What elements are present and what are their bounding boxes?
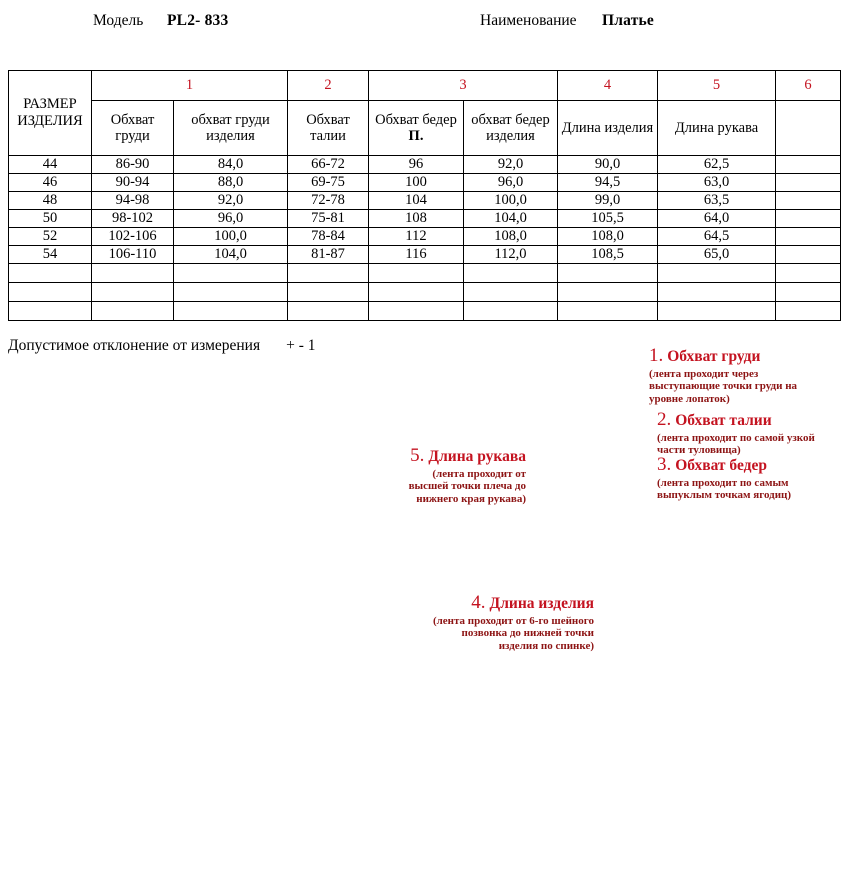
annotation-description: (лента проходит через выступающие точки груди на уровне лопаток)	[649, 368, 798, 405]
size-column-header: РАЗМЕР ИЗДЕЛИЯ	[9, 71, 92, 156]
cell-size: 46	[9, 174, 92, 192]
cell-chest: 90-94	[92, 174, 174, 192]
table-group-header-row	[9, 71, 841, 101]
annotation-title: Обхват груди	[667, 348, 761, 365]
group-number-2: 2	[288, 71, 369, 101]
cell-empty	[776, 174, 841, 192]
group-number-1: 1	[92, 71, 288, 101]
cell-hips-item: 96,0	[464, 174, 558, 192]
cell-size: 50	[9, 210, 92, 228]
annotation-description: (лента проходит по самой узкой части туловища)	[657, 432, 815, 457]
cell-length: 99,0	[558, 192, 658, 210]
cell-empty	[92, 283, 174, 302]
cell-waist: 69-75	[288, 174, 369, 192]
table-empty-row	[9, 264, 841, 283]
cell-empty	[288, 264, 369, 283]
cell-chest: 86-90	[92, 156, 174, 174]
table-empty-row	[9, 283, 841, 302]
cell-empty	[9, 302, 92, 321]
cell-empty	[776, 210, 841, 228]
cell-hips: 116	[369, 246, 464, 264]
annotation-length	[422, 593, 594, 652]
cell-empty	[776, 264, 841, 283]
group-number-5: 5	[658, 71, 776, 101]
cell-empty	[174, 283, 288, 302]
cell-empty	[288, 302, 369, 321]
cell-empty	[288, 283, 369, 302]
column-header-hips-item: обхват бедер изделия	[464, 101, 558, 156]
column-header-hips	[369, 101, 464, 156]
annotation-sleeve	[394, 446, 526, 505]
cell-sleeve: 63,5	[658, 192, 776, 210]
item-name-value	[602, 12, 654, 30]
cell-waist: 75-81	[288, 210, 369, 228]
cell-empty	[658, 283, 776, 302]
cell-waist: 72-78	[288, 192, 369, 210]
cell-hips: 96	[369, 156, 464, 174]
annotation-description: (лента проходит по самым выпуклым точкам ягодиц)	[657, 477, 792, 502]
column-header-waist: Обхват талии	[288, 101, 369, 156]
cell-empty	[9, 264, 92, 283]
cell-hips-item: 108,0	[464, 228, 558, 246]
annotation-hips-heading	[657, 455, 845, 474]
cell-sleeve: 64,0	[658, 210, 776, 228]
annotation-description: (лента проходит от высшей точки плеча до нижнего края рукава)	[408, 468, 526, 505]
cell-chest: 98-102	[92, 210, 174, 228]
column-header-length: Длина изделия	[558, 101, 658, 156]
cell-empty	[776, 156, 841, 174]
cell-empty	[464, 264, 558, 283]
cell-empty	[776, 192, 841, 210]
cell-empty	[174, 264, 288, 283]
table-row-size-44	[9, 156, 841, 174]
size-table	[8, 70, 841, 321]
cell-waist: 81-87	[288, 246, 369, 264]
column-header-empty	[776, 101, 841, 156]
table-row-size-54	[9, 246, 841, 264]
cell-length: 108,5	[558, 246, 658, 264]
cell-chest-item: 84,0	[174, 156, 288, 174]
item-name-label	[480, 12, 577, 30]
cell-hips: 112	[369, 228, 464, 246]
cell-length: 105,5	[558, 210, 658, 228]
cell-empty	[369, 283, 464, 302]
cell-empty	[92, 264, 174, 283]
table-row-size-50	[9, 210, 841, 228]
cell-empty	[9, 283, 92, 302]
column-header-chest: Обхват груди	[92, 101, 174, 156]
group-number-3: 3	[369, 71, 558, 101]
cell-empty	[174, 302, 288, 321]
cell-chest-item: 88,0	[174, 174, 288, 192]
cell-sleeve: 64,5	[658, 228, 776, 246]
cell-chest: 102-106	[92, 228, 174, 246]
cell-empty	[464, 283, 558, 302]
annotation-sleeve-heading	[394, 446, 526, 465]
cell-empty	[369, 264, 464, 283]
cell-waist: 66-72	[288, 156, 369, 174]
column-header-hips-text: Обхват бедер	[375, 111, 457, 128]
annotation-title: Обхват бедер	[675, 457, 767, 474]
cell-chest: 106-110	[92, 246, 174, 264]
cell-size: 52	[9, 228, 92, 246]
cell-size: 44	[9, 156, 92, 174]
model-label-text: Модель	[93, 12, 144, 29]
cell-empty	[558, 283, 658, 302]
cell-empty	[776, 228, 841, 246]
cell-length: 90,0	[558, 156, 658, 174]
cell-length: 108,0	[558, 228, 658, 246]
callout-lines	[395, 315, 409, 338]
cell-size: 48	[9, 192, 92, 210]
cell-chest-item: 104,0	[174, 246, 288, 264]
cell-chest-item: 96,0	[174, 210, 288, 228]
annotation-chest-heading	[649, 346, 831, 365]
annotation-description: (лента проходит от 6-го шейного позвонка до нижней точки изделия по спинке)	[432, 615, 594, 652]
cell-empty	[558, 264, 658, 283]
annotation-title: Длина изделия	[489, 595, 594, 612]
cell-chest-item: 100,0	[174, 228, 288, 246]
cell-length: 94,5	[558, 174, 658, 192]
annotation-number: 4.	[471, 592, 486, 613]
cell-sleeve: 62,5	[658, 156, 776, 174]
annotation-number: 3.	[657, 454, 672, 475]
model-label	[93, 12, 143, 30]
model-value-text: PL2- 833	[167, 12, 229, 29]
tolerance-note	[8, 337, 316, 355]
tolerance-label: Допустимое отклонение от измерения	[8, 337, 261, 354]
cell-hips: 108	[369, 210, 464, 228]
cell-hips-item: 112,0	[464, 246, 558, 264]
cell-waist: 78-84	[288, 228, 369, 246]
group-number-4: 4	[558, 71, 658, 101]
cell-empty	[776, 283, 841, 302]
table-sub-header-row	[9, 101, 841, 156]
table-row-size-52	[9, 228, 841, 246]
annotation-waist-heading	[657, 410, 827, 429]
annotation-number: 1.	[649, 345, 664, 366]
annotation-hips	[657, 455, 845, 502]
cell-hips-item: 104,0	[464, 210, 558, 228]
item-name-label-text: Наименование	[480, 12, 577, 29]
cell-sleeve: 63,0	[658, 174, 776, 192]
cell-chest-item: 92,0	[174, 192, 288, 210]
cell-sleeve: 65,0	[658, 246, 776, 264]
table-row-size-46	[9, 174, 841, 192]
column-header-sleeve: Длина рукава	[658, 101, 776, 156]
column-header-hips-suffix: П.	[408, 128, 424, 144]
cell-empty	[658, 264, 776, 283]
item-name-value-text: Платье	[602, 12, 654, 29]
annotation-number: 2.	[657, 409, 672, 430]
group-number-6: 6	[776, 71, 841, 101]
annotation-length-heading	[422, 593, 594, 612]
tolerance-value: + - 1	[286, 337, 316, 354]
model-value	[167, 12, 228, 30]
cell-empty	[776, 246, 841, 264]
cell-hips: 104	[369, 192, 464, 210]
cell-hips-item: 92,0	[464, 156, 558, 174]
column-header-chest-item: обхват груди изделия	[174, 101, 288, 156]
cell-hips: 100	[369, 174, 464, 192]
cell-hips-item: 100,0	[464, 192, 558, 210]
annotation-waist	[657, 410, 827, 457]
table-row-size-48	[9, 192, 841, 210]
cell-size: 54	[9, 246, 92, 264]
annotation-number: 5.	[410, 445, 425, 466]
cell-empty	[92, 302, 174, 321]
annotation-title: Обхват талии	[675, 412, 772, 429]
annotation-chest	[649, 346, 831, 405]
annotation-title: Длина рукава	[428, 448, 526, 465]
cell-chest: 94-98	[92, 192, 174, 210]
